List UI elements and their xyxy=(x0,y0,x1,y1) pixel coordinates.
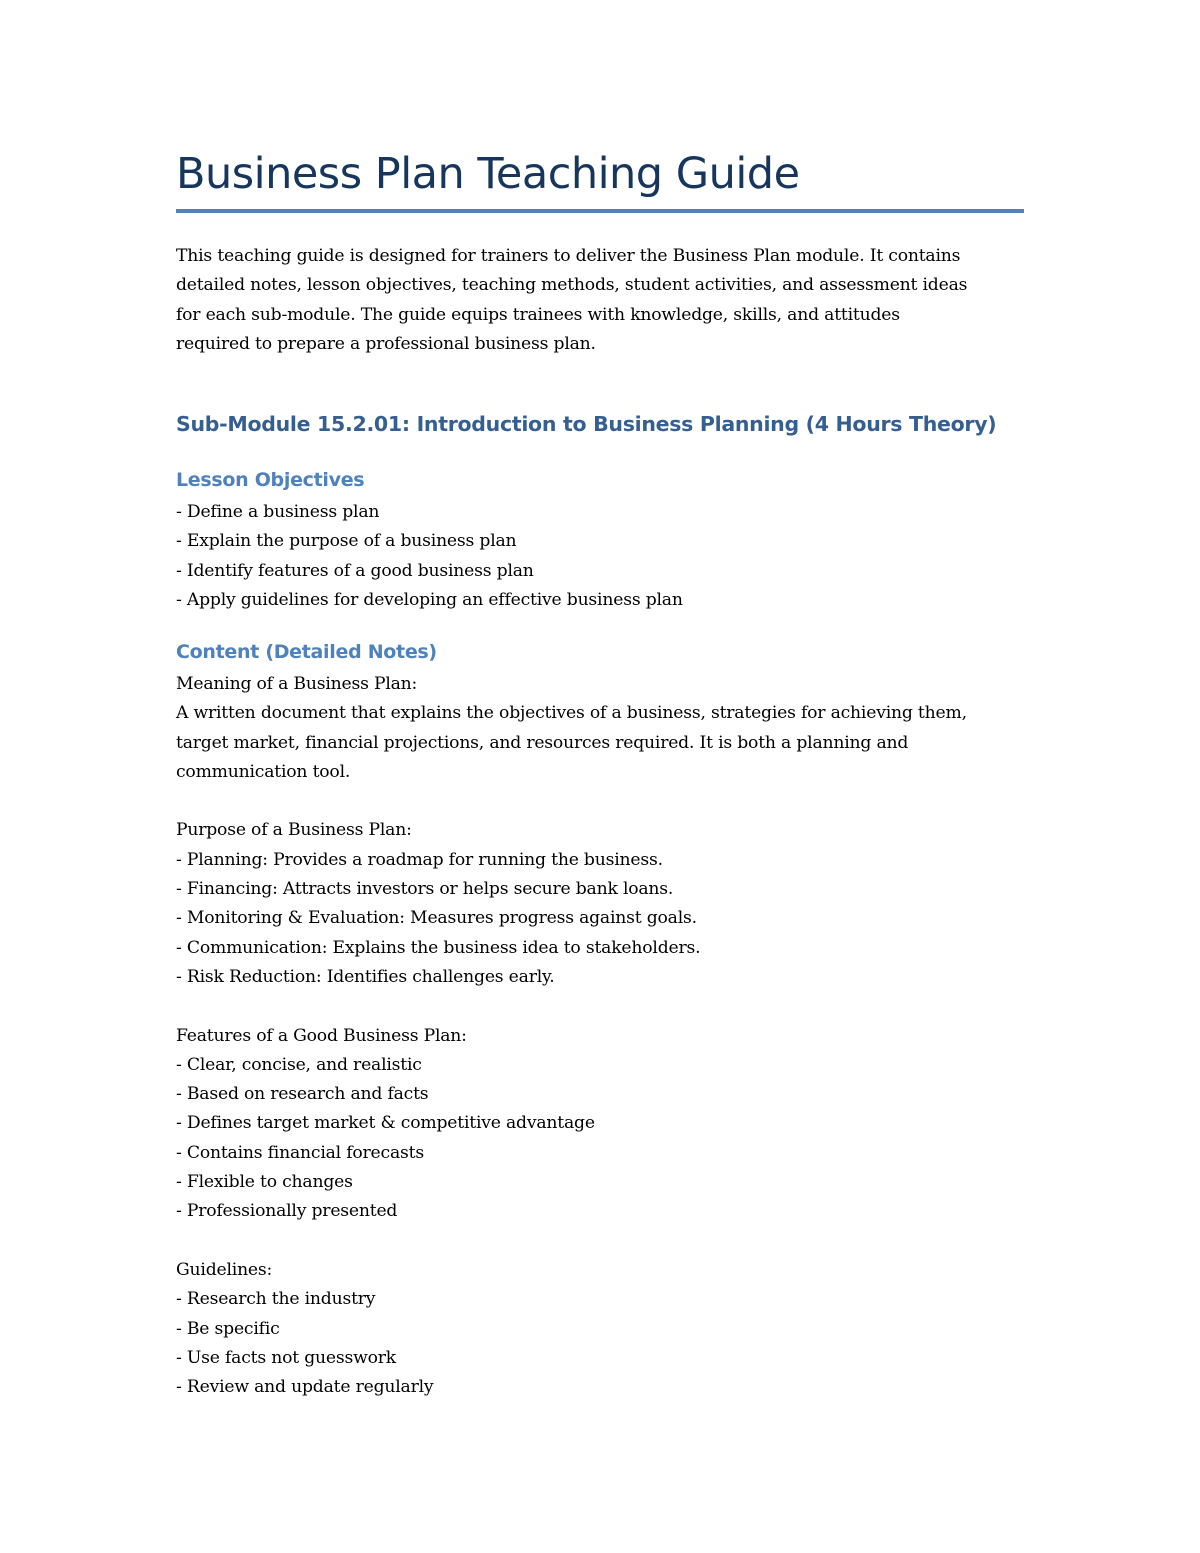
meaning-label: Meaning of a Business Plan: xyxy=(176,674,418,694)
list-item: - Based on research and facts xyxy=(176,1084,429,1105)
blank-line xyxy=(176,992,1026,1021)
list-item: - Apply guidelines for developing an effective business plan xyxy=(176,589,683,610)
submodule-heading: Sub-Module 15.2.01: Introduction to Business Planning (4 Hours Theory) xyxy=(176,412,997,436)
content-heading: Content (Detailed Notes) xyxy=(176,641,437,663)
blank-line xyxy=(176,787,1026,816)
document-page xyxy=(176,0,1026,1553)
intro-line: required to prepare a professional business plan. xyxy=(176,333,596,354)
list-item: - Flexible to changes xyxy=(176,1172,353,1193)
lesson-objectives-heading: Lesson Objectives xyxy=(176,469,365,491)
intro-paragraph xyxy=(176,242,1026,359)
list-item: - Be specific xyxy=(176,1318,280,1339)
list-item: - Contains financial forecasts xyxy=(176,1142,424,1163)
list-item: - Clear, concise, and realistic xyxy=(176,1054,422,1075)
list-item: - Explain the purpose of a business plan xyxy=(176,531,517,552)
list-item: - Communication: Explains the business idea to stakeholders. xyxy=(176,937,701,958)
meaning-line: target market, financial projections, and resources required. It is both a planning and xyxy=(176,732,909,753)
content-notes xyxy=(176,670,1026,1402)
title-underline-rule xyxy=(176,209,1024,213)
list-item: - Identify features of a good business plan xyxy=(176,560,534,581)
guidelines-label: Guidelines: xyxy=(176,1259,273,1280)
list-item: - Use facts not guesswork xyxy=(176,1347,396,1368)
document-title: Business Plan Teaching Guide xyxy=(176,149,800,199)
intro-line: This teaching guide is designed for trainers to deliver the Business Plan module. It contains xyxy=(176,246,961,266)
meaning-line: communication tool. xyxy=(176,761,351,782)
intro-line: detailed notes, lesson objectives, teaching methods, student activities, and assessment ideas xyxy=(176,275,968,296)
list-item: - Define a business plan xyxy=(176,502,380,522)
meaning-line: A written document that explains the objectives of a business, strategies for achieving them, xyxy=(176,703,967,724)
list-item: - Planning: Provides a roadmap for running the business. xyxy=(176,849,663,870)
list-item: - Defines target market & competitive advantage xyxy=(176,1113,595,1134)
intro-line: for each sub-module. The guide equips trainees with knowledge, skills, and attitudes xyxy=(176,304,900,325)
list-item: - Research the industry xyxy=(176,1289,376,1310)
list-item: - Monitoring & Evaluation: Measures progress against goals. xyxy=(176,908,697,929)
list-item: - Financing: Attracts investors or helps secure bank loans. xyxy=(176,879,674,900)
list-item: - Review and update regularly xyxy=(176,1377,434,1398)
list-item: - Risk Reduction: Identifies challenges early. xyxy=(176,966,555,987)
lesson-objectives-list xyxy=(176,498,1026,615)
blank-line xyxy=(176,1227,1026,1256)
list-item: - Professionally presented xyxy=(176,1201,398,1222)
features-label: Features of a Good Business Plan: xyxy=(176,1025,467,1046)
purpose-label: Purpose of a Business Plan: xyxy=(176,820,412,841)
